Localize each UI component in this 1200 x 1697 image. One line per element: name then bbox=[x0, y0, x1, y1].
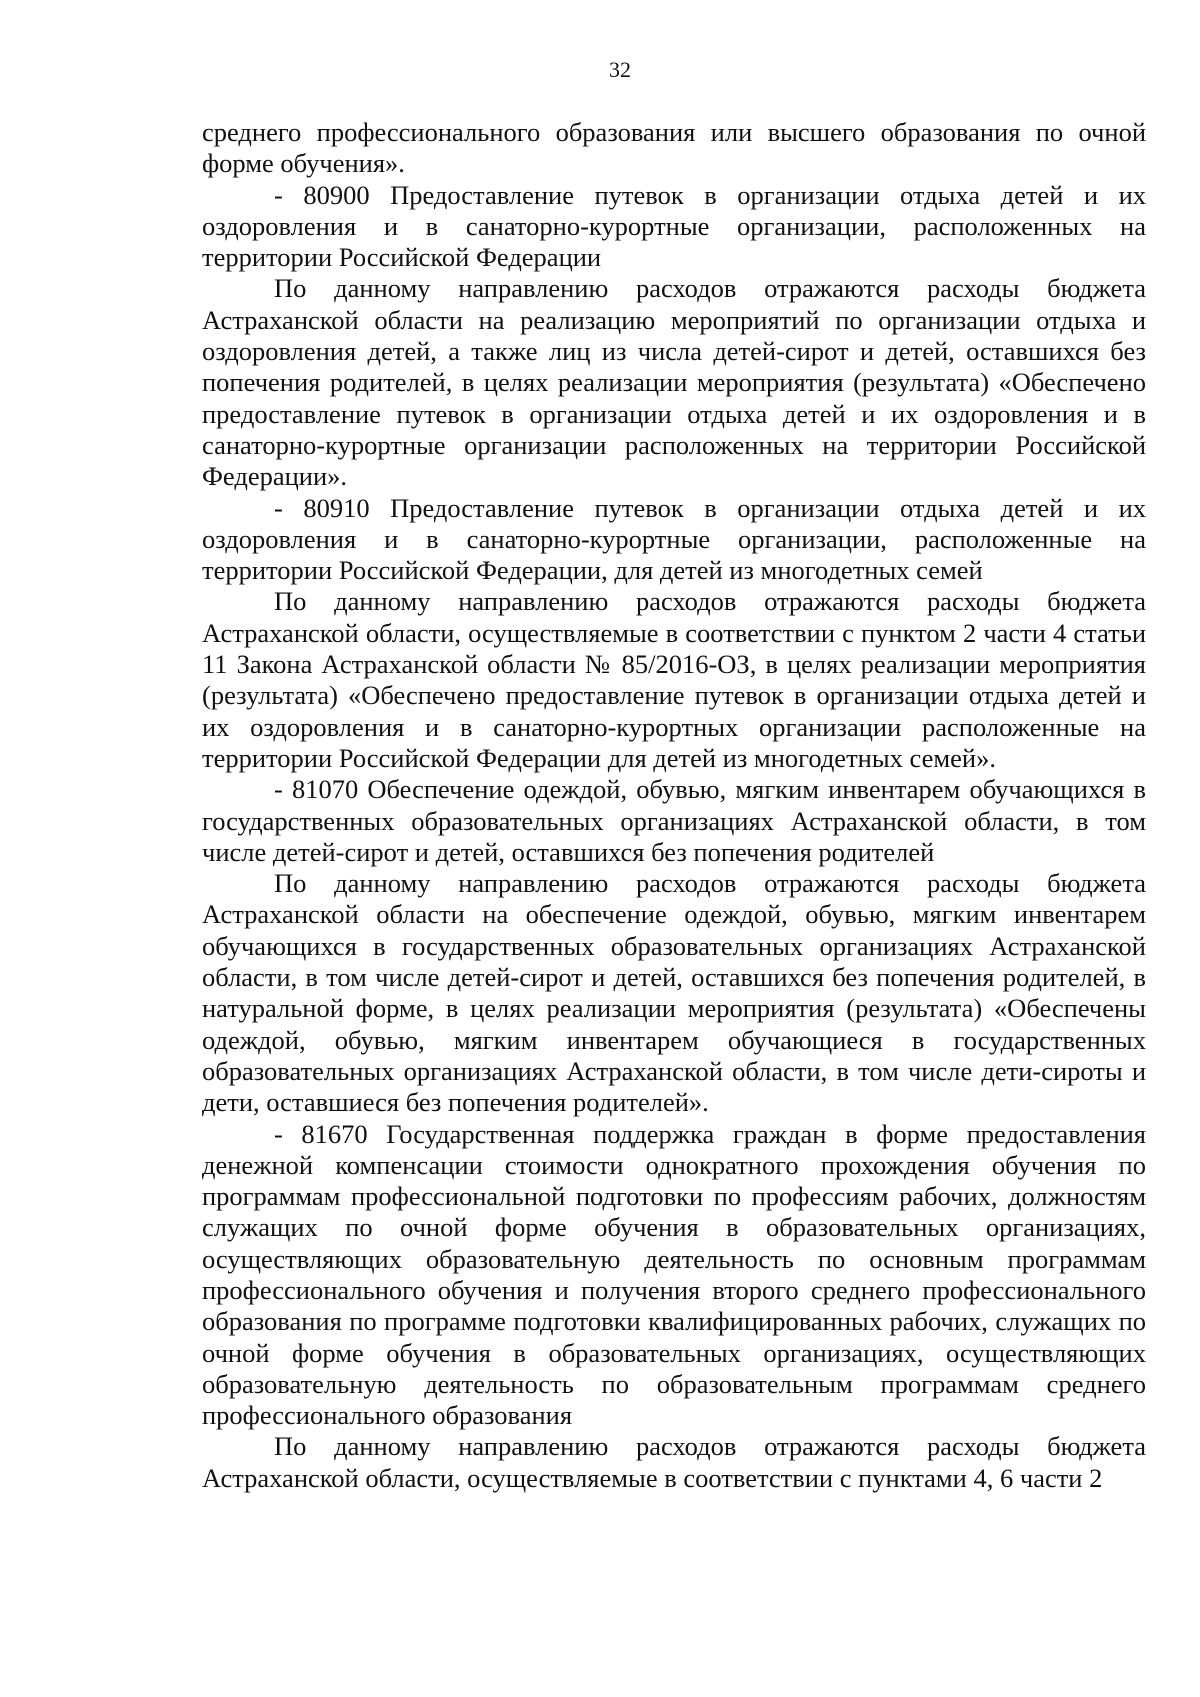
page-number: 32 bbox=[609, 57, 631, 82]
paragraph-item-81670: - 81670 Государственная поддержка граждан в форме предоставления денежной компенсации стоимости однократного прохождения обучения по программам профессиональной подготовки по профессиям рабочих, должностям служащих по очной форме обучения в образовательных организациях, осуществляющих образовательную деятельность по основным программам профессионального обучения и получения второго среднего профессионального образования по программе подготовки квалифицированных рабочих, служащих по очной форме обучения в образовательных организациях, осуществляющих образовательную деятельность по образовательным программам среднего профессионального образования bbox=[202, 1118, 1146, 1431]
document-body bbox=[202, 117, 1146, 1494]
paragraph-item-81070: - 81070 Обеспечение одеждой, обувью, мягким инвентарем обучающихся в государственных образовательных организациях Астраханской области, в том числе детей-сирот и детей, оставшихся без попечения родителей bbox=[202, 774, 1146, 867]
paragraph-continuation: среднего профессионального образования или высшего образования по очной форме обучения». bbox=[202, 117, 1146, 179]
paragraph-item-80910: - 80910 Предоставление путевок в организации отдыха детей и их оздоровления и в санаторно-курортные организации, расположенные на территории Российской Федерации, для детей из многодетных семей bbox=[202, 492, 1146, 586]
paragraph-description-81070: По данному направлению расходов отражаются расходы бюджета Астраханской области на обеспечение одеждой, обувью, мягким инвентарем обучающихся в государственных образовательных организациях Астраханской области, в том числе детей-сирот и детей, оставшихся без попечения родителей, в натуральной форме, в целях реализации мероприятия (результата) «Обеспечены одеждой, обувью, мягким инвентарем обучающиеся в государственных образовательных организациях Астраханской области, в том числе дети-сироты и дети, оставшиеся без попечения родителей». bbox=[202, 868, 1146, 1118]
paragraph-item-80900: - 80900 Предоставление путевок в организации отдыха детей и их оздоровления и в санаторно-курортные организации, расположенных на территории Российской Федерации bbox=[202, 179, 1146, 273]
paragraph-description-81670: По данному направлению расходов отражаются расходы бюджета Астраханской области, осуществляемые в соответствии с пунктами 4, 6 части 2 bbox=[202, 1431, 1146, 1493]
paragraph-description-80900: По данному направлению расходов отражаются расходы бюджета Астраханской области на реализацию мероприятий по организации отдыха и оздоровления детей, а также лиц из числа детей-сирот и детей, оставшихся без попечения родителей, в целях реализации мероприятия (результата) «Обеспечено предоставление путевок в организации отдыха детей и их оздоровления и в санаторно-курортные организации расположенных на территории Российской Федерации». bbox=[202, 273, 1146, 492]
paragraph-description-80910: По данному направлению расходов отражаются расходы бюджета Астраханской области, осуществляемые в соответствии с пунктом 2 части 4 статьи 11 Закона Астраханской области № 85/2016-ОЗ, в целях реализации мероприятия (результата) «Обеспечено предоставление путевок в организации отдыха детей и их оздоровления и в санаторно-курортных организации расположенные на территории Российской Федерации для детей из многодетных семей». bbox=[202, 586, 1146, 773]
